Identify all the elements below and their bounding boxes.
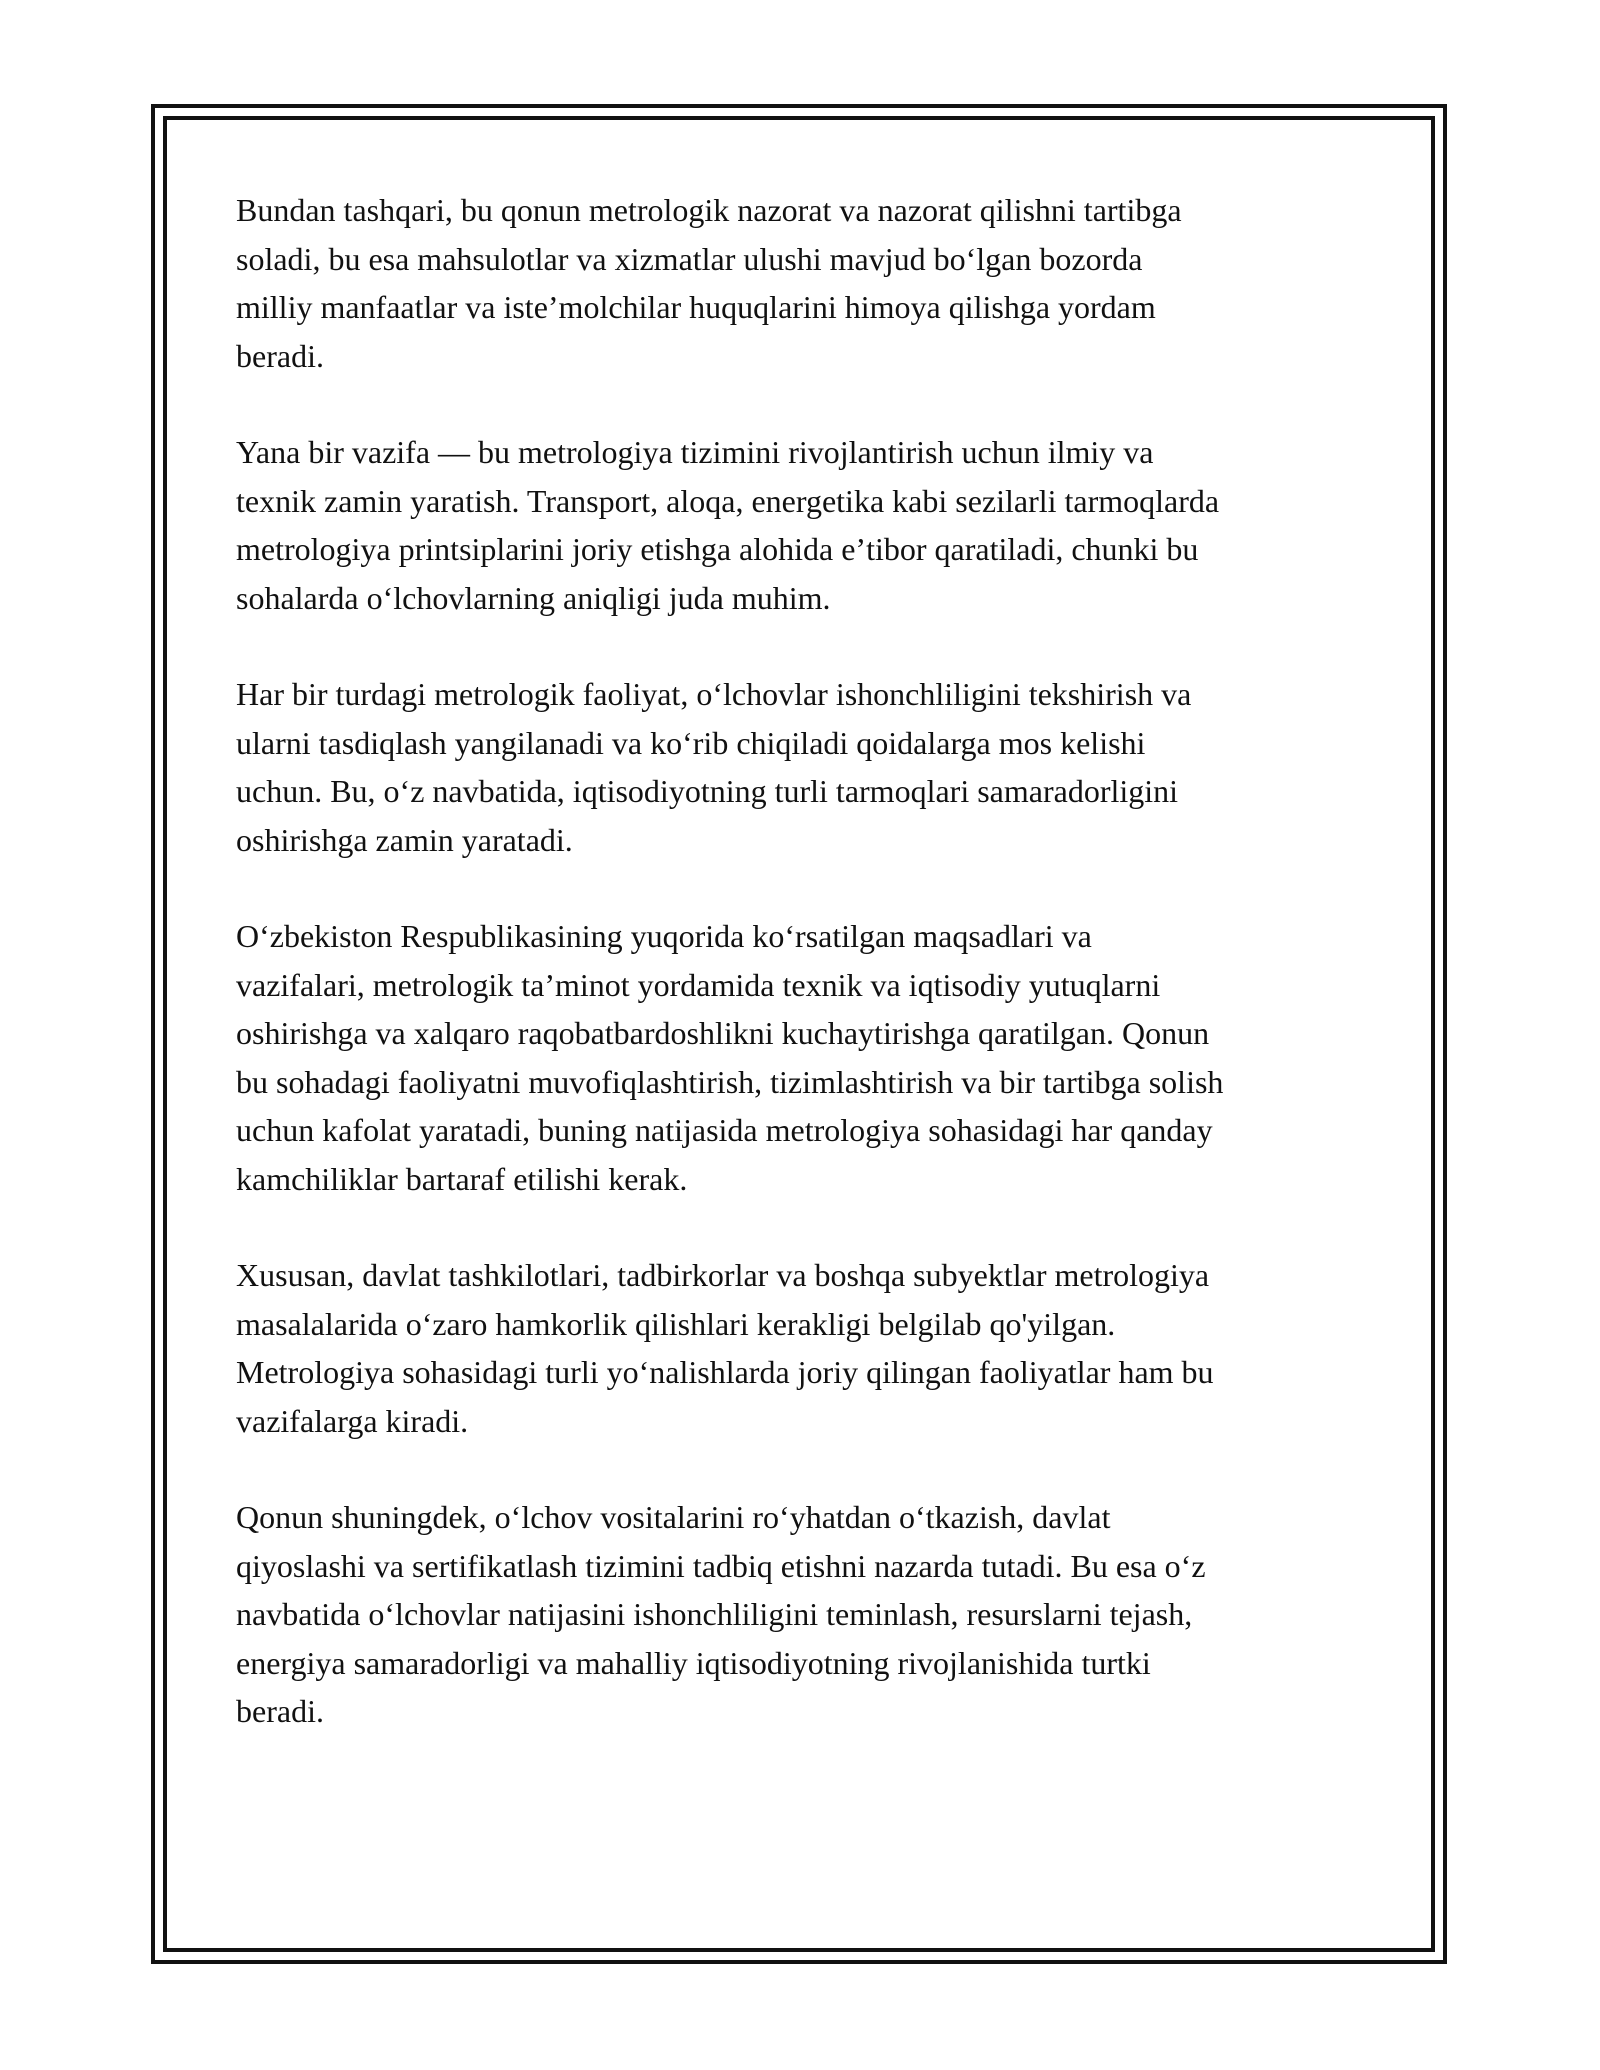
paragraph-3: Har bir turdagi metrologik faoliyat, oʻlchovlar ishonchliligini tekshirish va ularni tasdiqlash yangilanadi va koʻrib chiqiladi qoidalarga mos kelishi uchun. Bu, oʻz navbatida, iqtisodiyotning turli tarmoqlari samaradorligini oshirishga zamin yaratadi. — [236, 676, 1192, 858]
paragraph-6: Qonun shuningdek, oʻlchov vositalarini roʻyhatdan oʻtkazish, davlat qiyoslashi va sertifikatlash tizimini tadbiq etishni nazarda tutadi. Bu esa oʻz navbatida oʻlchovlar natijasini ishonchliligini teminlash, resurslarni tejash, energiya samaradorligi va mahalliy iqtisodiyotning rivojlanishida turtki beradi. — [236, 1499, 1206, 1729]
paragraph-4: Oʻzbekiston Respublikasining yuqorida koʻrsatilgan maqsadlari va vazifalari, metrologik taʼminot yordamida texnik va iqtisodiy yutuqlarni oshirishga va xalqaro raqobatbardoshlikni kuchaytirishga qaratilgan. Qonun bu sohadagi faoliyatni muvofiqlashtirish, tizimlashtirish va bir tartibga solish uchun kafolat yaratadi, buning natijasida metrologiya sohasidagi har qanday kamchiliklar bartaraf etilishi kerak. — [236, 918, 1224, 1197]
paragraph-2: Yana bir vazifa — bu metrologiya tizimini rivojlantirish uchun ilmiy va texnik zamin yaratish. Transport, aloqa, energetika kabi sezilarli tarmoqlarda metrologiya printsiplarini joriy etishga alohida eʼtibor qaratiladi, chunki bu sohalarda oʻlchovlarning aniqligi juda muhim. — [236, 434, 1220, 616]
paragraph-5: Xususan, davlat tashkilotlari, tadbirkorlar va boshqa subyektlar metrologiya masalalarida oʻzaro hamkorlik qilishlari kerakligi belgilab qo'yilgan. Metrologiya sohasidagi turli yoʻnalishlarda joriy qilingan faoliyatlar ham bu vazifalarga kiradi. — [236, 1257, 1214, 1439]
paragraph-1: Bundan tashqari, bu qonun metrologik nazorat va nazorat qilishni tartibga soladi, bu esa mahsulotlar va xizmatlar ulushi mavjud boʻlgan bozorda milliy manfaatlar va isteʼmolchilar huquqlarini himoya qilishga yordam beradi. — [236, 192, 1182, 374]
document-body — [236, 186, 1376, 1784]
